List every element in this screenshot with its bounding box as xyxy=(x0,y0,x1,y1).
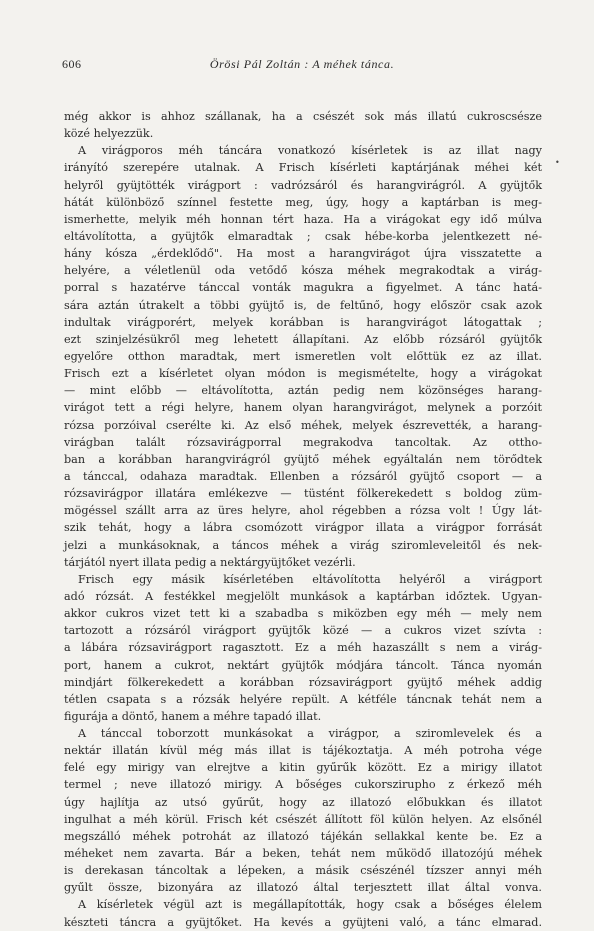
text-line: hátát különböző színnel festette meg, úgy, hogy a kaptárban is meg- xyxy=(64,195,542,209)
text-line: tárjától nyert illata pedig a nektárgyüjtőket vezérli. xyxy=(64,555,356,569)
text-line: ingulhat a méh körül. Frisch két csészét állított föl külön helyen. Az elsőnél xyxy=(64,812,542,826)
text-line: indultak virágporért, melyek korábban is harangvirágot látogattak ; xyxy=(64,315,542,329)
text-line: figurája a döntő, hanem a méhre tapadó illat. xyxy=(64,709,322,723)
text-line: készteti táncra a gyüjtőket. Ha kevés a gyüjteni való, a tánc elmarad. xyxy=(64,915,542,929)
text-line: virágot tett a régi helyre, hanem olyan harangvirágot, melynek a porzóit xyxy=(64,401,542,415)
text-line: mögéssel szállt arra az üres helyre, ahol régebben a rózsa volt ! Úgy lát- xyxy=(64,504,542,518)
text-line: nektár illatán kívül még más illat is tájékoztatja. A méh potroha vége xyxy=(64,744,542,758)
text-line: rózsavirágpor illatára emlékezve — tüstént fölkerekedett s boldog züm- xyxy=(64,487,542,501)
text-line: irányító szerepére utalnak. A Frisch kísérleti kaptárjának méhei két xyxy=(64,161,542,175)
text-line: felé egy mirigy van elrejtve a kitin gyűrűk között. Ez a mirigy illatot xyxy=(64,761,542,775)
text-line: tartozott a rózsáról virágport gyüjtők közé — a cukros vizet szívta : xyxy=(64,624,542,638)
text-line: virágban talált rózsavirágporral megrakodva tancoltak. Az ottho- xyxy=(64,435,542,449)
text-line: helyére, a véletlenül oda vetődő kósza méhek megrakodtak a virág- xyxy=(64,264,542,278)
text-line: ban a korábban harangvirágról gyüjtő méhek egyáltalán nem törődtek xyxy=(64,452,542,466)
text-line: eltávolította, a gyüjtők elmaradtak ; csak hébe-korba jelentkezett né- xyxy=(64,229,542,243)
text-line: szik tehát, hogy a lábra csomózott virágpor illata a virágpor forrását xyxy=(64,521,542,535)
text-line: rózsa porzóival cserélte ki. Az első méhek, melyek észrevették, a harang- xyxy=(64,418,542,432)
text-line: A kísérletek végül azt is megállapították, hogy csak a bőséges élelem xyxy=(78,898,542,912)
text-line: a tánccal, odahaza maradtak. Ellenben a rózsáról gyüjtő csoport — a xyxy=(64,469,542,483)
text-line: adó rózsát. A festékkel megjelölt munkások a kaptárban időztek. Ugyan- xyxy=(64,589,542,603)
text-line: mindjárt fölkerekedett a korábban rózsavirágport gyüjtő méhek addig xyxy=(64,675,542,689)
text-line: Frisch egy másik kísérletében eltávolította helyéről a virágport xyxy=(78,572,542,586)
text-line: a lábára rózsavirágport ragasztott. Ez a méh hazaszállt s nem a virág- xyxy=(64,641,542,655)
text-line: — mint előbb — eltávolította, aztán pedig nem közönséges harang- xyxy=(64,384,542,398)
page-number: 606 xyxy=(62,57,82,71)
text-line: helyről gyüjtötték virágport : vadrózsáról és harangvirágról. A gyüjtők xyxy=(64,178,542,192)
text-line: jelzi a munkásoknak, a táncos méhek a virág sziromleveleitől és nek- xyxy=(64,538,542,552)
text-line: port, hanem a cukrot, nektárt gyüjtők módjára táncolt. Tánca nyomán xyxy=(64,658,542,672)
page-header xyxy=(62,57,542,73)
text-line: úgy hajlítja az utsó gyűrűt, hogy az illatozó előbukkan és illatot xyxy=(64,795,542,809)
text-line: sára aztán útrakelt a többi gyüjtő is, de feltűnő, hogy először csak azok xyxy=(64,298,542,312)
text-line: közé helyezzük. xyxy=(64,127,154,141)
text-line: ismerhette, melyik méh honnan tért haza. Ha a virágokat egy idő múlva xyxy=(64,212,542,226)
text-line: is derekasan táncoltak a lépeken, a másik csészénél tízszer annyi méh xyxy=(64,864,542,878)
text-line: A tánccal toborzott munkásokat a virágpor, a sziromlevelek és a xyxy=(78,727,542,741)
text-line: tétlen csapata s a rózsák helyére repült. A kétféle táncnak tehát nem a xyxy=(64,692,542,706)
text-line: porral s hazatérve tánccal vonták magukra a figyelmet. A tánc hatá- xyxy=(64,281,542,295)
text-line: termel ; neve illatozó mirigy. A bőséges cukorszirupho z érkező méh xyxy=(64,778,542,792)
text-line: méheket nem zavarta. Bár a beken, tehát nem működő illatozójú méhek xyxy=(64,847,542,861)
text-line: egyelőre otthon maradtak, mert ismeretlen volt előttük ez az illat. xyxy=(64,349,542,363)
text-line: akkor cukros vizet tett ki a szabadba s miközben egy méh — mely nem xyxy=(64,607,542,621)
text-line: megszálló méhek potrohát az illatozó tájékán sellakkal kente be. Ez a xyxy=(64,829,542,843)
body-text xyxy=(64,108,542,931)
text-line: A virágporos méh táncára vonatkozó kísérletek is az illat nagy xyxy=(78,144,542,158)
running-title: Örösi Pál Zoltán : A méhek tánca. xyxy=(209,57,395,71)
text-line: gyűlt össze, bizonyára az illatozó által terjesztett illat által vonva. xyxy=(64,881,542,895)
margin-dot-mark: • xyxy=(555,158,560,167)
text-line: Frisch ezt a kísérletet olyan módon is megismételte, hogy a virágokat xyxy=(64,367,542,381)
text-line: még akkor is ahhoz szállanak, ha a csészét sok más illatú cukroscsésze xyxy=(64,110,542,123)
text-line: hány kósza „érdeklődő". Ha most a harangvirágot újra visszatette a xyxy=(64,247,542,261)
text-line: ezt szinjelzésükről meg lehetett állapítani. Az előbb rózsáról gyüjtők xyxy=(64,332,542,346)
